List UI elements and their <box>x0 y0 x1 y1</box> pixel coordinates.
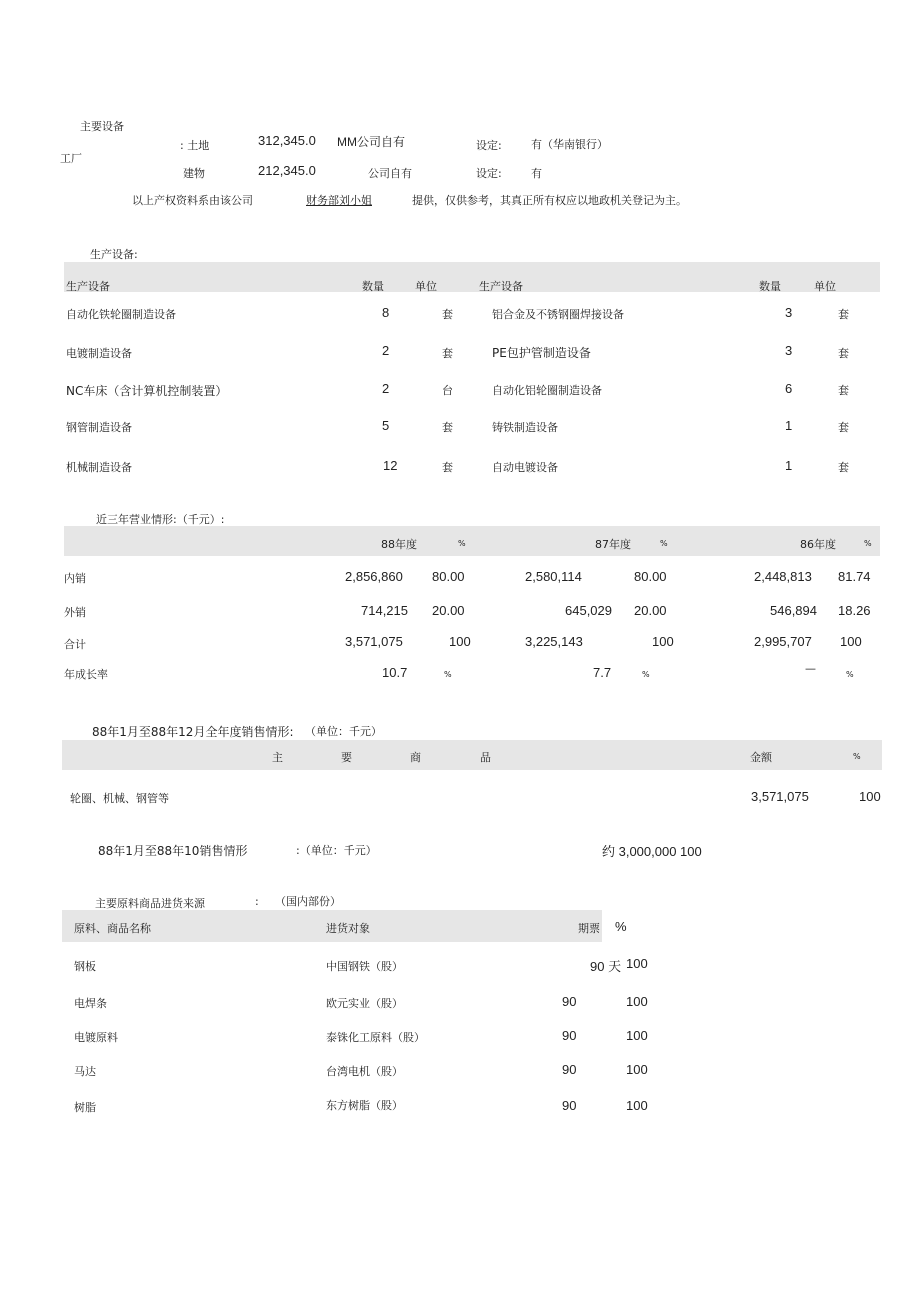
revenue-year-87: 87年度 <box>595 538 631 551</box>
source-pct-2: 100 <box>626 1028 648 1043</box>
equipment-header-name-right: 生产设备 <box>479 280 523 293</box>
revenue-pct-88: % <box>458 539 466 548</box>
sales-amount: 3,571,075 <box>751 789 809 804</box>
sales-header-char-3: 品 <box>480 751 491 764</box>
equipment-left-name-4: 机械制造设备 <box>66 461 132 474</box>
revenue-year-88: 88年度 <box>381 538 417 551</box>
equipment-left-name-2: NC车床（含计算机控制装置） <box>66 384 228 398</box>
note-prefix: 以上产权资料系由该公司 <box>132 194 253 207</box>
revenue-header-band <box>64 526 880 556</box>
equipment-left-unit-2: 台 <box>442 384 453 397</box>
equipment-left-qty-0: 8 <box>382 305 390 320</box>
equipment-left-name-0: 自动化铁轮圈制造设备 <box>66 308 176 321</box>
building-set-value: 有 <box>531 167 542 180</box>
source-name-0: 钢板 <box>74 960 96 973</box>
equipment-title: 生产设备: <box>90 248 138 261</box>
sales-amount-header: 金额 <box>750 751 772 764</box>
equipment-left-qty-4: 12 <box>383 458 398 473</box>
land-value: 312,345.0 <box>258 133 316 148</box>
sources-scope: （国内部份） <box>275 895 341 908</box>
equipment-right-name-0: 铝合金及不锈钢圈焊接设备 <box>492 308 624 321</box>
partial-sales-value: 约 3,000,000 100 <box>602 844 702 859</box>
revenue-row-label-2: 合计 <box>64 638 86 651</box>
growth-label: 年成长率 <box>64 668 108 681</box>
sources-header-name: 原料、商品名称 <box>74 922 151 935</box>
revenue-title: 近三年营业情形:（千元）: <box>96 513 225 526</box>
revenue-pct-86: % <box>864 539 872 548</box>
sales-header-char-1: 要 <box>341 751 352 764</box>
equipment-header-unit-left: 单位 <box>415 280 437 293</box>
revenue-row-label-1: 外销 <box>64 606 86 619</box>
sales-share: 100 <box>859 789 881 804</box>
revenue-row-p87-2: 100 <box>652 634 674 649</box>
note-source: 财务部刘小姐 <box>306 194 372 207</box>
sources-title: 主要原料商品进货来源 <box>95 897 205 910</box>
revenue-pct-87: % <box>660 539 668 548</box>
equipment-right-unit-4: 套 <box>838 461 849 474</box>
revenue-row-p88-1: 20.00 <box>432 603 465 618</box>
source-term-3: 90 <box>562 1062 577 1077</box>
building-owner: 公司自有 <box>368 167 412 180</box>
equipment-right-qty-3: 1 <box>785 418 793 433</box>
sources-header-term: 期票 <box>578 922 600 935</box>
source-term-2: 90 <box>562 1028 577 1043</box>
sources-colon: : <box>255 895 259 908</box>
equipment-right-unit-3: 套 <box>838 421 849 434</box>
building-set-label: 设定: <box>476 167 502 180</box>
factory-label: 工厂 <box>60 152 82 165</box>
land-set-label: 设定: <box>476 139 502 152</box>
growth-pct-86: % <box>846 670 854 679</box>
equipment-left-qty-2: 2 <box>382 381 390 396</box>
sales-header-char-2: 商 <box>410 751 421 764</box>
note-suffix: 提供，仅供参考，其真正所有权应以地政机关登记为主。 <box>412 194 687 207</box>
equipment-right-name-1: PE包护管制造设备 <box>492 346 591 360</box>
revenue-row-p86-2: 100 <box>840 634 862 649</box>
revenue-row-label-0: 内销 <box>64 572 86 585</box>
revenue-row-v86-2: 2,995,707 <box>754 634 812 649</box>
growth-pct-88: % <box>444 670 452 679</box>
revenue-row-p87-0: 80.00 <box>634 569 667 584</box>
assets-heading: 主要设备 <box>80 120 124 133</box>
source-pct-1: 100 <box>626 994 648 1009</box>
source-supplier-3: 台湾电机（股） <box>326 1065 403 1078</box>
source-supplier-1: 欧元实业（股） <box>326 997 403 1010</box>
source-term-1: 90 <box>562 994 577 1009</box>
growth-pct-87: % <box>642 670 650 679</box>
revenue-row-v87-2: 3,225,143 <box>525 634 583 649</box>
revenue-row-v86-1: 546,894 <box>770 603 817 618</box>
equipment-right-qty-1: 3 <box>785 343 793 358</box>
land-label: : 土地 <box>180 139 210 152</box>
equipment-left-unit-3: 套 <box>442 421 453 434</box>
equipment-header-unit-right: 单位 <box>814 280 836 293</box>
equipment-right-name-2: 自动化铝轮圈制造设备 <box>492 384 602 397</box>
partial-sales-unit: :（单位：千元） <box>296 844 377 857</box>
land-owner: MM公司自有 <box>337 135 405 149</box>
source-name-2: 电镀原料 <box>74 1031 118 1044</box>
equipment-left-name-1: 电镀制造设备 <box>66 347 132 360</box>
equipment-header-band <box>64 262 880 292</box>
revenue-row-p86-0: 81.74 <box>838 569 871 584</box>
revenue-row-v87-0: 2,580,114 <box>525 569 582 584</box>
source-pct-0: 100 <box>626 956 648 971</box>
revenue-row-p87-1: 20.00 <box>634 603 667 618</box>
revenue-year-86: 86年度 <box>800 538 836 551</box>
equipment-left-unit-1: 套 <box>442 347 453 360</box>
equipment-left-qty-1: 2 <box>382 343 390 358</box>
equipment-header-name-left: 生产设备 <box>66 280 110 293</box>
source-supplier-4: 东方树脂（股） <box>326 1099 403 1112</box>
revenue-row-p88-2: 100 <box>449 634 471 649</box>
equipment-right-name-3: 铸铁制造设备 <box>492 421 558 434</box>
revenue-row-v88-1: 714,215 <box>361 603 408 618</box>
equipment-right-qty-0: 3 <box>785 305 793 320</box>
sales-title: 88年1月至88年12月全年度销售情形: <box>92 725 294 739</box>
growth-88: 10.7 <box>382 665 408 680</box>
source-pct-3: 100 <box>626 1062 648 1077</box>
equipment-right-unit-1: 套 <box>838 347 849 360</box>
sources-header-supplier: 进货对象 <box>326 922 370 935</box>
building-label: 建物 <box>183 167 205 180</box>
source-name-4: 树脂 <box>74 1101 96 1114</box>
revenue-row-p86-1: 18.26 <box>838 603 871 618</box>
land-set-value: 有（华南银行） <box>531 138 608 151</box>
source-term-4: 90 <box>562 1098 577 1113</box>
equipment-left-unit-4: 套 <box>442 461 453 474</box>
source-supplier-2: 泰铢化工原料（股） <box>326 1031 425 1044</box>
equipment-header-qty-right: 数量 <box>759 280 781 293</box>
equipment-right-qty-2: 6 <box>785 381 793 396</box>
equipment-right-unit-0: 套 <box>838 308 849 321</box>
sales-product: 轮圈、机械、钢管等 <box>70 792 169 805</box>
equipment-right-name-4: 自动电镀设备 <box>492 461 558 474</box>
source-pct-4: 100 <box>626 1098 648 1113</box>
sources-header-pct: % <box>615 919 627 934</box>
growth-87: 7.7 <box>593 665 612 680</box>
revenue-row-v86-0: 2,448,813 <box>754 569 812 584</box>
revenue-row-v88-2: 3,571,075 <box>345 634 403 649</box>
equipment-left-qty-3: 5 <box>382 418 390 433</box>
source-term-0: 90 天 <box>590 959 622 974</box>
equipment-right-qty-4: 1 <box>785 458 793 473</box>
source-name-1: 电焊条 <box>74 997 107 1010</box>
equipment-right-unit-2: 套 <box>838 384 849 397</box>
building-value: 212,345.0 <box>258 163 316 178</box>
partial-sales-title: 88年1月至88年10销售情形 <box>98 844 248 858</box>
equipment-left-unit-0: 套 <box>442 308 453 321</box>
revenue-row-p88-0: 80.00 <box>432 569 465 584</box>
equipment-header-qty-left: 数量 <box>362 280 384 293</box>
sales-unit: （单位：千元） <box>305 725 382 738</box>
source-name-3: 马达 <box>74 1065 96 1078</box>
growth-86: — <box>805 662 816 675</box>
equipment-left-name-3: 钢管制造设备 <box>66 421 132 434</box>
sales-pct-header: % <box>853 752 861 761</box>
source-supplier-0: 中国钢铁（股） <box>326 960 403 973</box>
revenue-row-v88-0: 2,856,860 <box>345 569 403 584</box>
revenue-row-v87-1: 645,029 <box>565 603 612 618</box>
sales-header-char-0: 主 <box>272 751 283 764</box>
